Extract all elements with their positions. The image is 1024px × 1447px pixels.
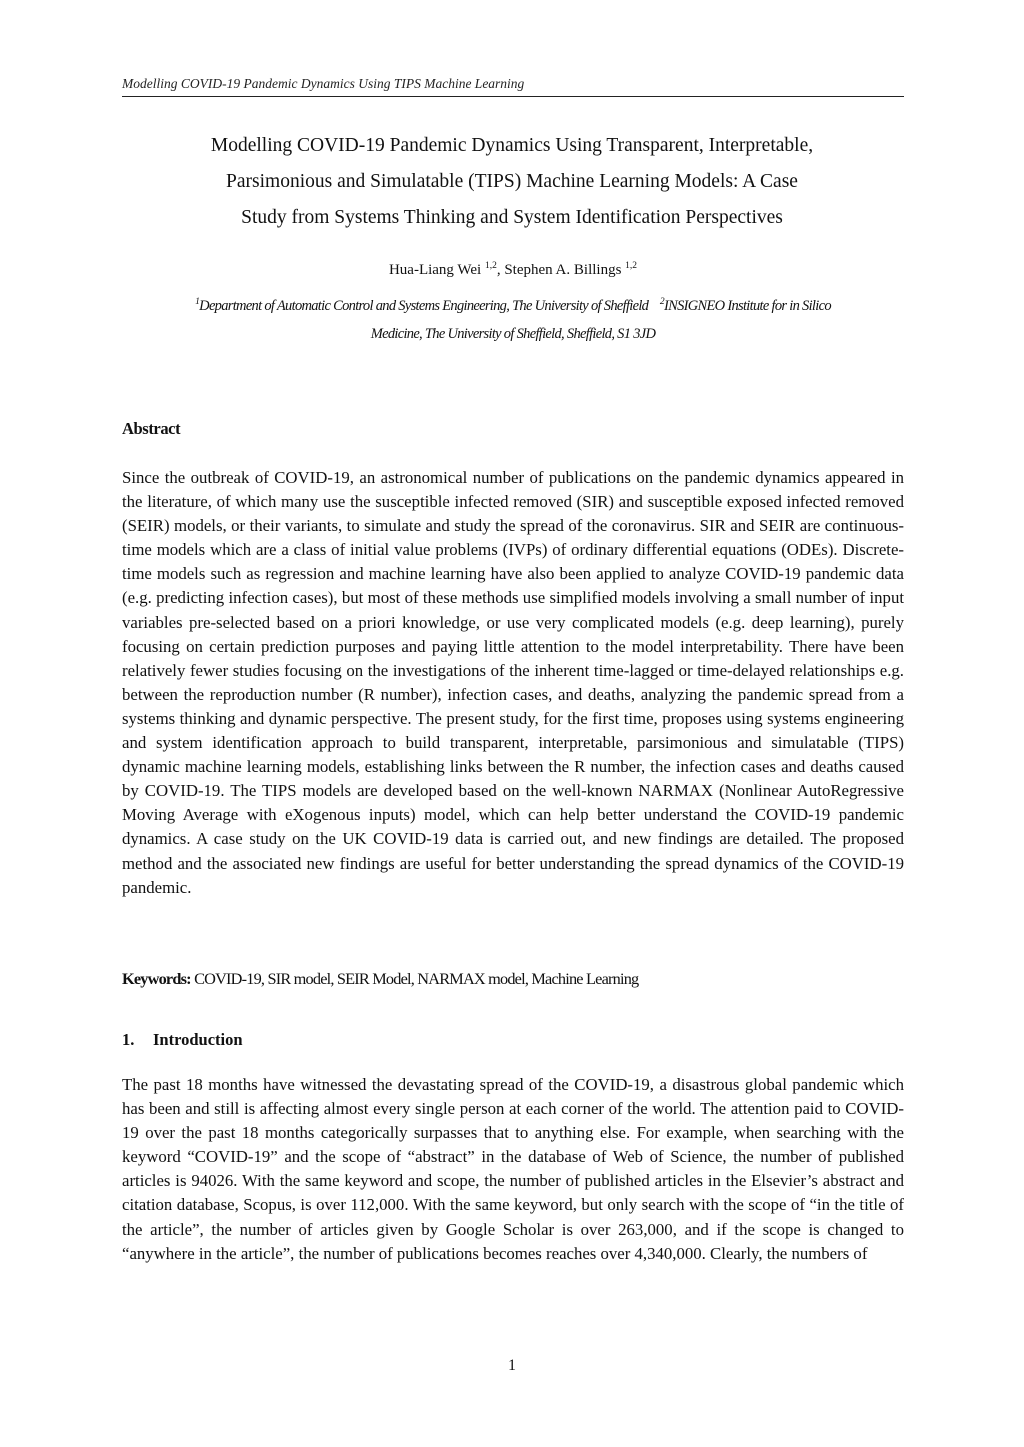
keywords — [122, 969, 904, 989]
affiliation-line: Medicine, The University of Sheffield, Sheffield, S1 3JD — [370, 326, 656, 342]
abstract-heading: Abstract — [122, 419, 181, 438]
author-list — [122, 262, 904, 279]
author-name: Stephen A. Billings — [504, 262, 622, 278]
introduction-text: The past 18 months have witnessed the devastating spread of the COVID-19, a disastrous global pandemic which has been and still is affecting almost every single person at each corner of the world. The attention paid to COVID-19 over the past 18 months categorically surpasses that to anything else. For example, when searching with the keyword “COVID-19” and the scope of “abstract” in the database of Web of Science, the number of published articles is 94026. With the same keyword and scope, the number of published articles in the Elsevier’s abstract and citation database, Scopus, is over 112,000. With the same keyword, but only search with the scope of “in the title of the article”, the number of articles given by Google Scholar is over 263,000, and if the scope is changed to “anywhere in the article”, the number of publications becomes reaches over 4,340,000. Clearly, the numbers of — [122, 1075, 904, 1263]
author-separator: , — [496, 262, 505, 278]
section-title: Introduction — [153, 1030, 243, 1049]
affiliation-2: INSIGNEO Institute for in Silico — [663, 298, 831, 314]
paper-title — [150, 128, 874, 236]
affiliations — [122, 292, 904, 348]
author-name: Hua-Liang Wei — [388, 262, 482, 278]
title-line: Parsimonious and Simulatable (TIPS) Machine Learning Models: A Case — [226, 171, 798, 192]
section-heading-introduction — [122, 1030, 243, 1050]
page-number: 1 — [508, 1357, 516, 1374]
keywords-text: COVID-19, SIR model, SEIR Model, NARMAX model, Machine Learning — [194, 969, 639, 988]
title-line: Modelling COVID-19 Pandemic Dynamics Using Transparent, Interpretable, — [210, 135, 814, 156]
affiliation-line — [122, 292, 904, 320]
affiliation-1: Department of Automatic Control and Systems Engineering, The University of Sheffield — [199, 298, 649, 314]
title-line: Study from Systems Thinking and System Identification Perspectives — [241, 207, 783, 228]
section-number: 1. — [122, 1030, 135, 1049]
author-affiliation-mark: 1,2 — [625, 261, 638, 271]
affiliation-mark: 2 — [659, 297, 664, 308]
keywords-label: Keywords: — [122, 969, 191, 988]
affiliation-mark: 1 — [195, 297, 200, 308]
running-header: Modelling COVID-19 Pandemic Dynamics Using TIPS Machine Learning — [122, 76, 904, 97]
author-affiliation-mark: 1,2 — [484, 261, 497, 271]
abstract-text: Since the outbreak of COVID-19, an astronomical number of publications on the pandemic dynamics appeared in the literature, of which many use the susceptible infected removed (SIR) and susceptible exposed infected removed (SEIR) models, or their variants, to simulate and study the spread of the coronavirus. SIR and SEIR are continuous-time models which are a class of initial value problems (IVPs) of ordinary differential equations (ODEs). Discrete-time models such as regression and machine learning have also been applied to analyze COVID-19 pandemic data (e.g. predicting infection cases), but most of these methods use simplified models involving a small number of input variables pre-selected based on a priori knowledge, or use very complicated models (e.g. deep learning), purely focusing on certain prediction purposes and paying little attention to the model interpretability. There have been relatively fewer studies focusing on the investigations of the inherent time-lagged or time-delayed relationships e.g. between the reproduction number (R number), infection cases, and deaths, analyzing the pandemic spread from a systems thinking and dynamic perspective. The present study, for the first time, proposes using systems engineering and system identification approach to build transparent, interpretable, parsimonious and simulatable (TIPS) dynamic machine learning models, establishing links between the R number, the infection cases and deaths caused by COVID-19. The TIPS models are developed based on the well-known NARMAX (Nonlinear AutoRegressive Moving Average with eXogenous inputs) model, which can help better understand the COVID-19 pandemic dynamics. A case study on the UK COVID-19 data is carried out, and new findings are detailed. The proposed method and the associated new findings are useful for better understanding the spread dynamics of the COVID-19 pandemic. — [122, 468, 904, 897]
